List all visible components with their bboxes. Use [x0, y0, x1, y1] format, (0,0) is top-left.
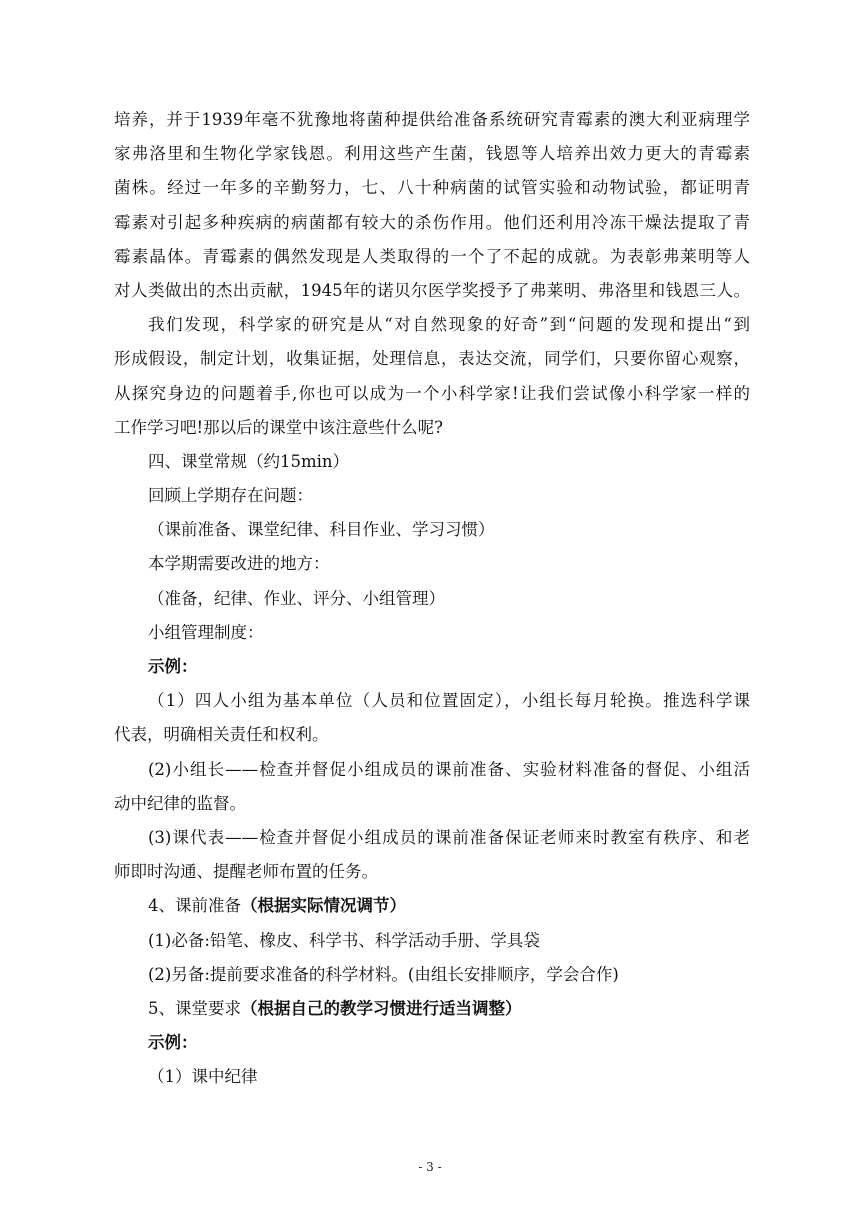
- paragraph-line: 我们发现，科学家的研究是从“对自然现象的好奇”到“问题的发现和提出“到: [148, 315, 750, 335]
- list-item: (2)另备:提前要求准备的科学材料。(由组长安排顺序，学会合作): [148, 964, 619, 984]
- group-label: 小组管理制度：: [148, 622, 264, 642]
- list-item-continuation: 师即时沟通、提醒老师布置的任务。: [114, 862, 378, 882]
- list-item: (3)课代表——检查并督促小组成员的课前准备保证老师来时教室有秩序、和老: [148, 827, 750, 847]
- list-item: （1）四人小组为基本单位（人员和位置固定），小组长每月轮换。推选科学课: [148, 691, 750, 711]
- section-note: （根据实际情况调节）: [241, 896, 406, 916]
- list-item: （1）课中纪律: [148, 1067, 258, 1087]
- section-heading: [114, 992, 750, 1026]
- page-number: - 3 -: [418, 1160, 442, 1174]
- section-heading: [114, 889, 750, 923]
- paragraph-line: 工作学习吧!那以后的课堂中该注意些什么呢?: [114, 417, 443, 437]
- section-note: （根据自己的教学习惯进行适当调整）: [241, 998, 522, 1018]
- section-heading: 四、课堂常规（约15min）: [148, 451, 350, 471]
- paragraph-line: 家弗洛里和生物化学家钱恩。利用这些产生菌，钱恩等人培养出效力更大的青霉素: [114, 144, 750, 164]
- paragraph-line: 形成假设，制定计划，收集证据，处理信息，表达交流，同学们，只要你留心观察，: [114, 349, 750, 369]
- section-title: 5、课堂要求: [148, 998, 241, 1018]
- example-label: 示例：: [148, 657, 198, 676]
- list-item: (2)小组长——检查并督促小组成员的课前准备、实验材料准备的督促、小组活: [148, 759, 750, 779]
- paragraph-line: 霉素对引起多种疾病的病菌都有较大的杀伤作用。他们还利用冷冻干燥法提取了青: [114, 212, 750, 232]
- paragraph-line: 霉素晶体。青霉素的偶然发现是人类取得的一个了不起的成就。为表彰弗莱明等人: [114, 246, 750, 266]
- paragraph-line: 菌株。经过一年多的辛勤努力，七、八十种病菌的试管实验和动物试验，都证明青: [114, 178, 750, 198]
- list-item-continuation: 动中纪律的监督。: [114, 793, 246, 813]
- document-body: [114, 103, 750, 1094]
- improve-label: 本学期需要改进的地方：: [148, 554, 330, 574]
- section-title: 4、课前准备: [148, 896, 241, 916]
- paragraph-line: 从探究身边的问题着手,你也可以成为一个小科学家!让我们尝试像小科学家一样的: [114, 383, 750, 403]
- paragraph-line: 培养，并于1939年毫不犹豫地将菌种提供给准备系统研究青霉素的澳大利亚病理学: [114, 110, 750, 129]
- example-label: 示例：: [148, 1033, 198, 1053]
- paragraph-line: 对人类做出的杰出贡献，1945年的诺贝尔医学奖授予了弗莱明、弗洛里和钱恩三人。: [114, 280, 750, 300]
- list-item: (1)必备:铅笔、橡皮、科学书、科学活动手册、学具袋: [148, 930, 540, 950]
- review-label: 回顾上学期存在问题：: [148, 486, 313, 506]
- improve-items: （准备，纪律、作业、评分、小组管理）: [148, 588, 445, 608]
- review-items: （课前准备、课堂纪律、科目作业、学习习惯）: [148, 520, 495, 540]
- list-item-continuation: 代表，明确相关责任和权利。: [114, 725, 329, 745]
